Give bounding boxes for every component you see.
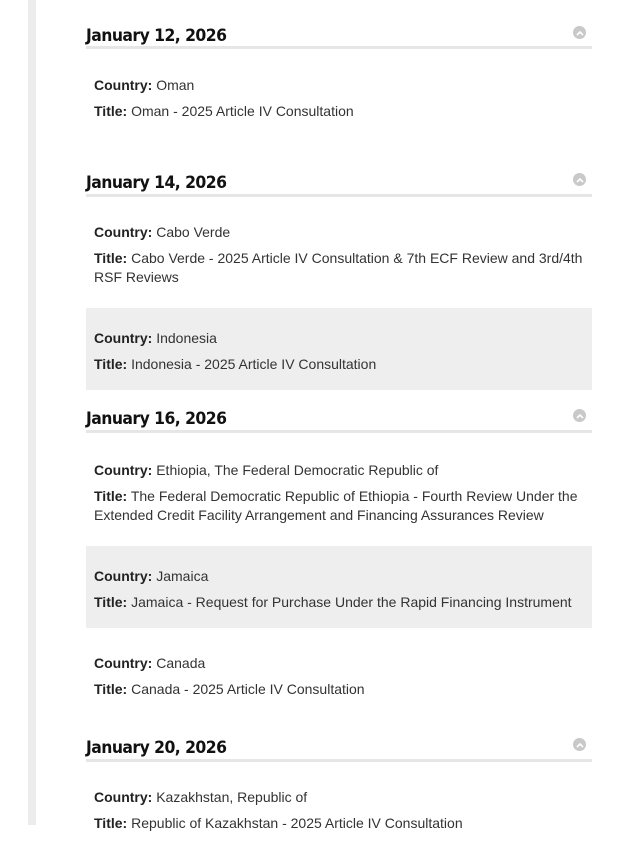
date-header[interactable]	[86, 147, 592, 197]
list-item	[86, 308, 592, 390]
country-value: Jamaica	[156, 568, 209, 584]
date-title: January 16, 2026	[86, 409, 227, 429]
title-value: Jamaica - Request for Purchase Under the Rapid Financing Instrument	[131, 594, 572, 610]
country-row	[94, 567, 584, 586]
release-schedule	[86, 0, 592, 851]
country-label: Country:	[94, 568, 153, 584]
country-value: Canada	[156, 655, 206, 671]
title-label: Title:	[94, 594, 128, 610]
list-item	[86, 433, 592, 546]
country-value: Ethiopia, The Federal Democratic Republic of	[156, 462, 439, 478]
date-header[interactable]	[86, 717, 592, 762]
title-value: Indonesia - 2025 Article IV Consultation	[131, 356, 377, 372]
country-row	[94, 329, 584, 348]
title-label: Title:	[94, 356, 128, 372]
title-label: Title:	[94, 488, 128, 504]
country-row	[94, 788, 584, 807]
collapse-button[interactable]	[573, 173, 586, 186]
country-label: Country:	[94, 789, 153, 805]
chevron-up-icon	[576, 177, 584, 183]
title-row	[94, 680, 584, 699]
chevron-up-icon	[576, 742, 584, 748]
list-item	[86, 49, 592, 147]
country-row	[94, 461, 584, 480]
title-value: The Federal Democratic Republic of Ethiopia - Fourth Review Under the Extended Credit Facility Arrangement and Financing Assurances Review	[94, 488, 578, 523]
country-label: Country:	[94, 655, 153, 671]
collapse-button[interactable]	[573, 26, 586, 39]
list-item	[86, 628, 592, 717]
date-header[interactable]	[86, 390, 592, 433]
date-header[interactable]	[86, 0, 592, 49]
title-value: Republic of Kazakhstan - 2025 Article IV Consultation	[131, 815, 463, 831]
country-label: Country:	[94, 224, 153, 240]
chevron-up-icon	[576, 30, 584, 36]
country-row	[94, 654, 584, 673]
title-value: Cabo Verde - 2025 Article IV Consultation & 7th ECF Review and 3rd/4th RSF Reviews	[94, 250, 583, 285]
country-row	[94, 223, 584, 242]
list-item	[86, 197, 592, 308]
title-label: Title:	[94, 250, 128, 266]
country-label: Country:	[94, 330, 153, 346]
collapse-button[interactable]	[573, 409, 586, 422]
chevron-up-icon	[576, 413, 584, 419]
country-value: Indonesia	[156, 330, 217, 346]
list-item	[86, 762, 592, 851]
title-label: Title:	[94, 681, 128, 697]
date-title: January 14, 2026	[86, 173, 227, 193]
date-group	[86, 390, 592, 717]
title-row	[94, 487, 584, 525]
title-row	[94, 249, 584, 287]
title-label: Title:	[94, 103, 128, 119]
title-label: Title:	[94, 815, 128, 831]
title-value: Canada - 2025 Article IV Consultation	[131, 681, 365, 697]
title-row	[94, 102, 584, 121]
country-value: Kazakhstan, Republic of	[156, 789, 308, 805]
title-row	[94, 355, 584, 374]
country-label: Country:	[94, 77, 153, 93]
country-value: Cabo Verde	[156, 224, 231, 240]
date-title: January 20, 2026	[86, 738, 227, 758]
country-label: Country:	[94, 462, 153, 478]
date-group	[86, 0, 592, 147]
collapse-button[interactable]	[573, 738, 586, 751]
date-group	[86, 717, 592, 851]
country-row	[94, 76, 584, 95]
date-group	[86, 147, 592, 390]
title-row	[94, 593, 584, 612]
date-title: January 12, 2026	[86, 26, 227, 46]
title-row	[94, 814, 584, 833]
list-item	[86, 546, 592, 628]
title-value: Oman - 2025 Article IV Consultation	[131, 103, 354, 119]
left-rail	[28, 0, 36, 825]
country-value: Oman	[156, 77, 195, 93]
